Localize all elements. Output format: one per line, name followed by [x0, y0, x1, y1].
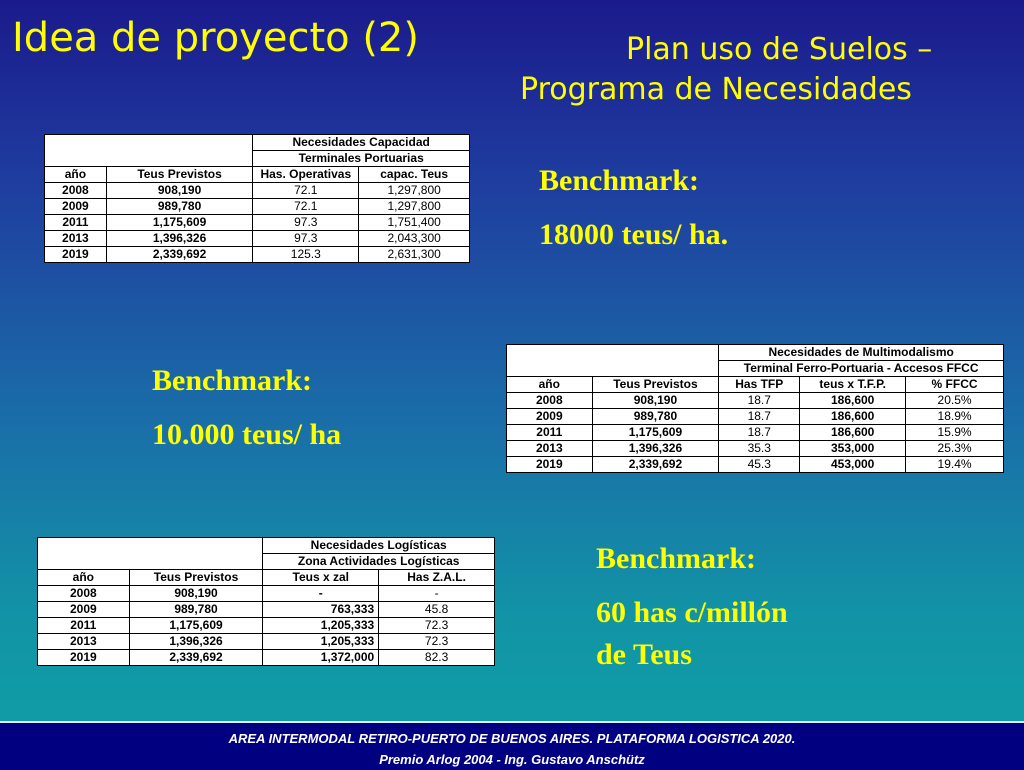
table-cell: 15.9% — [906, 425, 1004, 441]
table-blank-cell — [45, 135, 253, 167]
table-cell: 908,190 — [129, 586, 263, 602]
table-cell: 2008 — [45, 183, 107, 199]
table-group-header: Zona Actividades Logísticas — [263, 554, 495, 570]
benchmark-value: 60 has c/millón — [596, 596, 788, 629]
table-cell: 2019 — [45, 247, 107, 263]
table-group-header: Necesidades de Multimodalismo — [719, 345, 1004, 361]
table-cell: 2,339,692 — [592, 457, 719, 473]
table-row — [38, 602, 495, 618]
table-row — [507, 457, 1004, 473]
table-blank-cell — [507, 345, 719, 377]
table-cell: 2011 — [507, 425, 593, 441]
table-row — [45, 199, 470, 215]
column-header: año — [45, 167, 107, 183]
table-cell: 18.9% — [906, 409, 1004, 425]
table-cell: 1,396,326 — [106, 231, 253, 247]
table-cell: 72.1 — [253, 199, 359, 215]
footer-bar — [0, 721, 1024, 770]
table-cell: 72.1 — [253, 183, 359, 199]
table-cell: 1,297,800 — [359, 183, 470, 199]
column-header: Teus Previstos — [106, 167, 253, 183]
table-row — [507, 409, 1004, 425]
table-cell: 82.3 — [379, 650, 495, 666]
table-cell: 18.7 — [719, 409, 800, 425]
table-cell: 763,333 — [263, 602, 379, 618]
benchmark-note-2 — [152, 366, 341, 450]
table-cell: 2,631,300 — [359, 247, 470, 263]
table-cell: 18.7 — [719, 393, 800, 409]
subtitle-line-1: Plan uso de Suelos – — [626, 32, 933, 67]
table-cell: 2011 — [38, 618, 130, 634]
column-header: Teus Previstos — [592, 377, 719, 393]
table-cell: 2009 — [38, 602, 130, 618]
table-group-header-row — [38, 538, 495, 554]
benchmark-label: Benchmark: — [152, 364, 312, 397]
table-cell: 1,751,400 — [359, 215, 470, 231]
column-header: Has. Operativas — [253, 167, 359, 183]
benchmark-label: Benchmark: — [596, 542, 756, 575]
table-cell: 2,339,692 — [106, 247, 253, 263]
table-cell: 2019 — [507, 457, 593, 473]
table-cell: 2,043,300 — [359, 231, 470, 247]
column-header: Teus Previstos — [129, 570, 263, 586]
table-cell: 2013 — [38, 634, 130, 650]
table-cell: 1,205,333 — [263, 634, 379, 650]
table-group-header: Necesidades Logísticas — [263, 538, 495, 554]
table-cell: 453,000 — [800, 457, 906, 473]
table-cell: 2019 — [38, 650, 130, 666]
table-header-row — [38, 570, 495, 586]
table-cell: 1,205,333 — [263, 618, 379, 634]
benchmark-note-3 — [596, 544, 788, 670]
table-row — [38, 634, 495, 650]
table-cell: 20.5% — [906, 393, 1004, 409]
footer-line-2: Premio Arlog 2004 - Ing. Gustavo Anschütz — [379, 752, 645, 767]
table-cell: 18.7 — [719, 425, 800, 441]
slide-title: Idea de proyecto (2) — [12, 15, 419, 61]
column-header: teus x T.F.P. — [800, 377, 906, 393]
table-row — [38, 650, 495, 666]
table-cell: 1,175,609 — [592, 425, 719, 441]
table-cell: 2011 — [45, 215, 107, 231]
table-blank-cell — [38, 538, 263, 570]
table-row — [507, 441, 1004, 457]
table-cell: 125.3 — [253, 247, 359, 263]
table-group-header: Necesidades Capacidad — [253, 135, 470, 151]
table-cell: 2008 — [507, 393, 593, 409]
table-cell: 72.3 — [379, 618, 495, 634]
table-cell: 19.4% — [906, 457, 1004, 473]
table-cell: 186,600 — [800, 409, 906, 425]
table-cell: 908,190 — [592, 393, 719, 409]
table-row — [507, 425, 1004, 441]
column-header: año — [507, 377, 593, 393]
table-cell: 989,780 — [106, 199, 253, 215]
table-group-header-row — [507, 345, 1004, 361]
table-header-row — [45, 167, 470, 183]
column-header: Has Z.A.L. — [379, 570, 495, 586]
table-terminales-portuarias — [44, 134, 470, 263]
table-row — [38, 618, 495, 634]
table-cell: - — [379, 586, 495, 602]
table-cell: - — [263, 586, 379, 602]
benchmark-note-1 — [539, 166, 728, 250]
table-cell: 989,780 — [592, 409, 719, 425]
table-row — [45, 215, 470, 231]
table-cell: 908,190 — [106, 183, 253, 199]
table-cell: 35.3 — [719, 441, 800, 457]
table-cell: 1,396,326 — [129, 634, 263, 650]
table-row — [45, 183, 470, 199]
slide-subtitle — [520, 30, 990, 110]
table-cell: 2008 — [38, 586, 130, 602]
table-cell: 1,297,800 — [359, 199, 470, 215]
column-header: Teus x zal — [263, 570, 379, 586]
table-cell: 1,175,609 — [129, 618, 263, 634]
table-cell: 1,396,326 — [592, 441, 719, 457]
table-row — [45, 247, 470, 263]
table-cell: 97.3 — [253, 215, 359, 231]
table-cell: 1,372,000 — [263, 650, 379, 666]
table-logisticas — [37, 537, 495, 666]
benchmark-label: Benchmark: — [539, 164, 699, 197]
table-cell: 45.8 — [379, 602, 495, 618]
table-cell: 72.3 — [379, 634, 495, 650]
column-header: capac. Teus — [359, 167, 470, 183]
table-cell: 2009 — [45, 199, 107, 215]
benchmark-value: 10.000 teus/ ha — [152, 418, 342, 451]
table-cell: 2013 — [45, 231, 107, 247]
table-cell: 186,600 — [800, 393, 906, 409]
table-group-header-row — [45, 135, 470, 151]
table-row — [45, 231, 470, 247]
column-header: % FFCC — [906, 377, 1004, 393]
table-cell: 989,780 — [129, 602, 263, 618]
table-header-row — [507, 377, 1004, 393]
table-cell: 1,175,609 — [106, 215, 253, 231]
table-group-header: Terminal Ferro-Portuaria - Accesos FFCC — [719, 361, 1004, 377]
table-row — [38, 586, 495, 602]
table-cell: 45.3 — [719, 457, 800, 473]
benchmark-value-cont: de Teus — [596, 638, 692, 671]
column-header: Has TFP — [719, 377, 800, 393]
table-cell: 2009 — [507, 409, 593, 425]
table-cell: 97.3 — [253, 231, 359, 247]
table-cell: 186,600 — [800, 425, 906, 441]
column-header: año — [38, 570, 130, 586]
table-cell: 353,000 — [800, 441, 906, 457]
table-group-header: Terminales Portuarias — [253, 151, 470, 167]
table-cell: 2013 — [507, 441, 593, 457]
table-cell: 2,339,692 — [129, 650, 263, 666]
footer-line-1: AREA INTERMODAL RETIRO-PUERTO DE BUENOS AIRES. PLATAFORMA LOGISTICA 2020. — [228, 731, 796, 746]
table-cell: 25.3% — [906, 441, 1004, 457]
table-multimodalismo — [506, 344, 1004, 473]
table-row — [507, 393, 1004, 409]
benchmark-value: 18000 teus/ ha. — [539, 218, 729, 251]
subtitle-line-2: Programa de Necesidades — [520, 72, 912, 107]
